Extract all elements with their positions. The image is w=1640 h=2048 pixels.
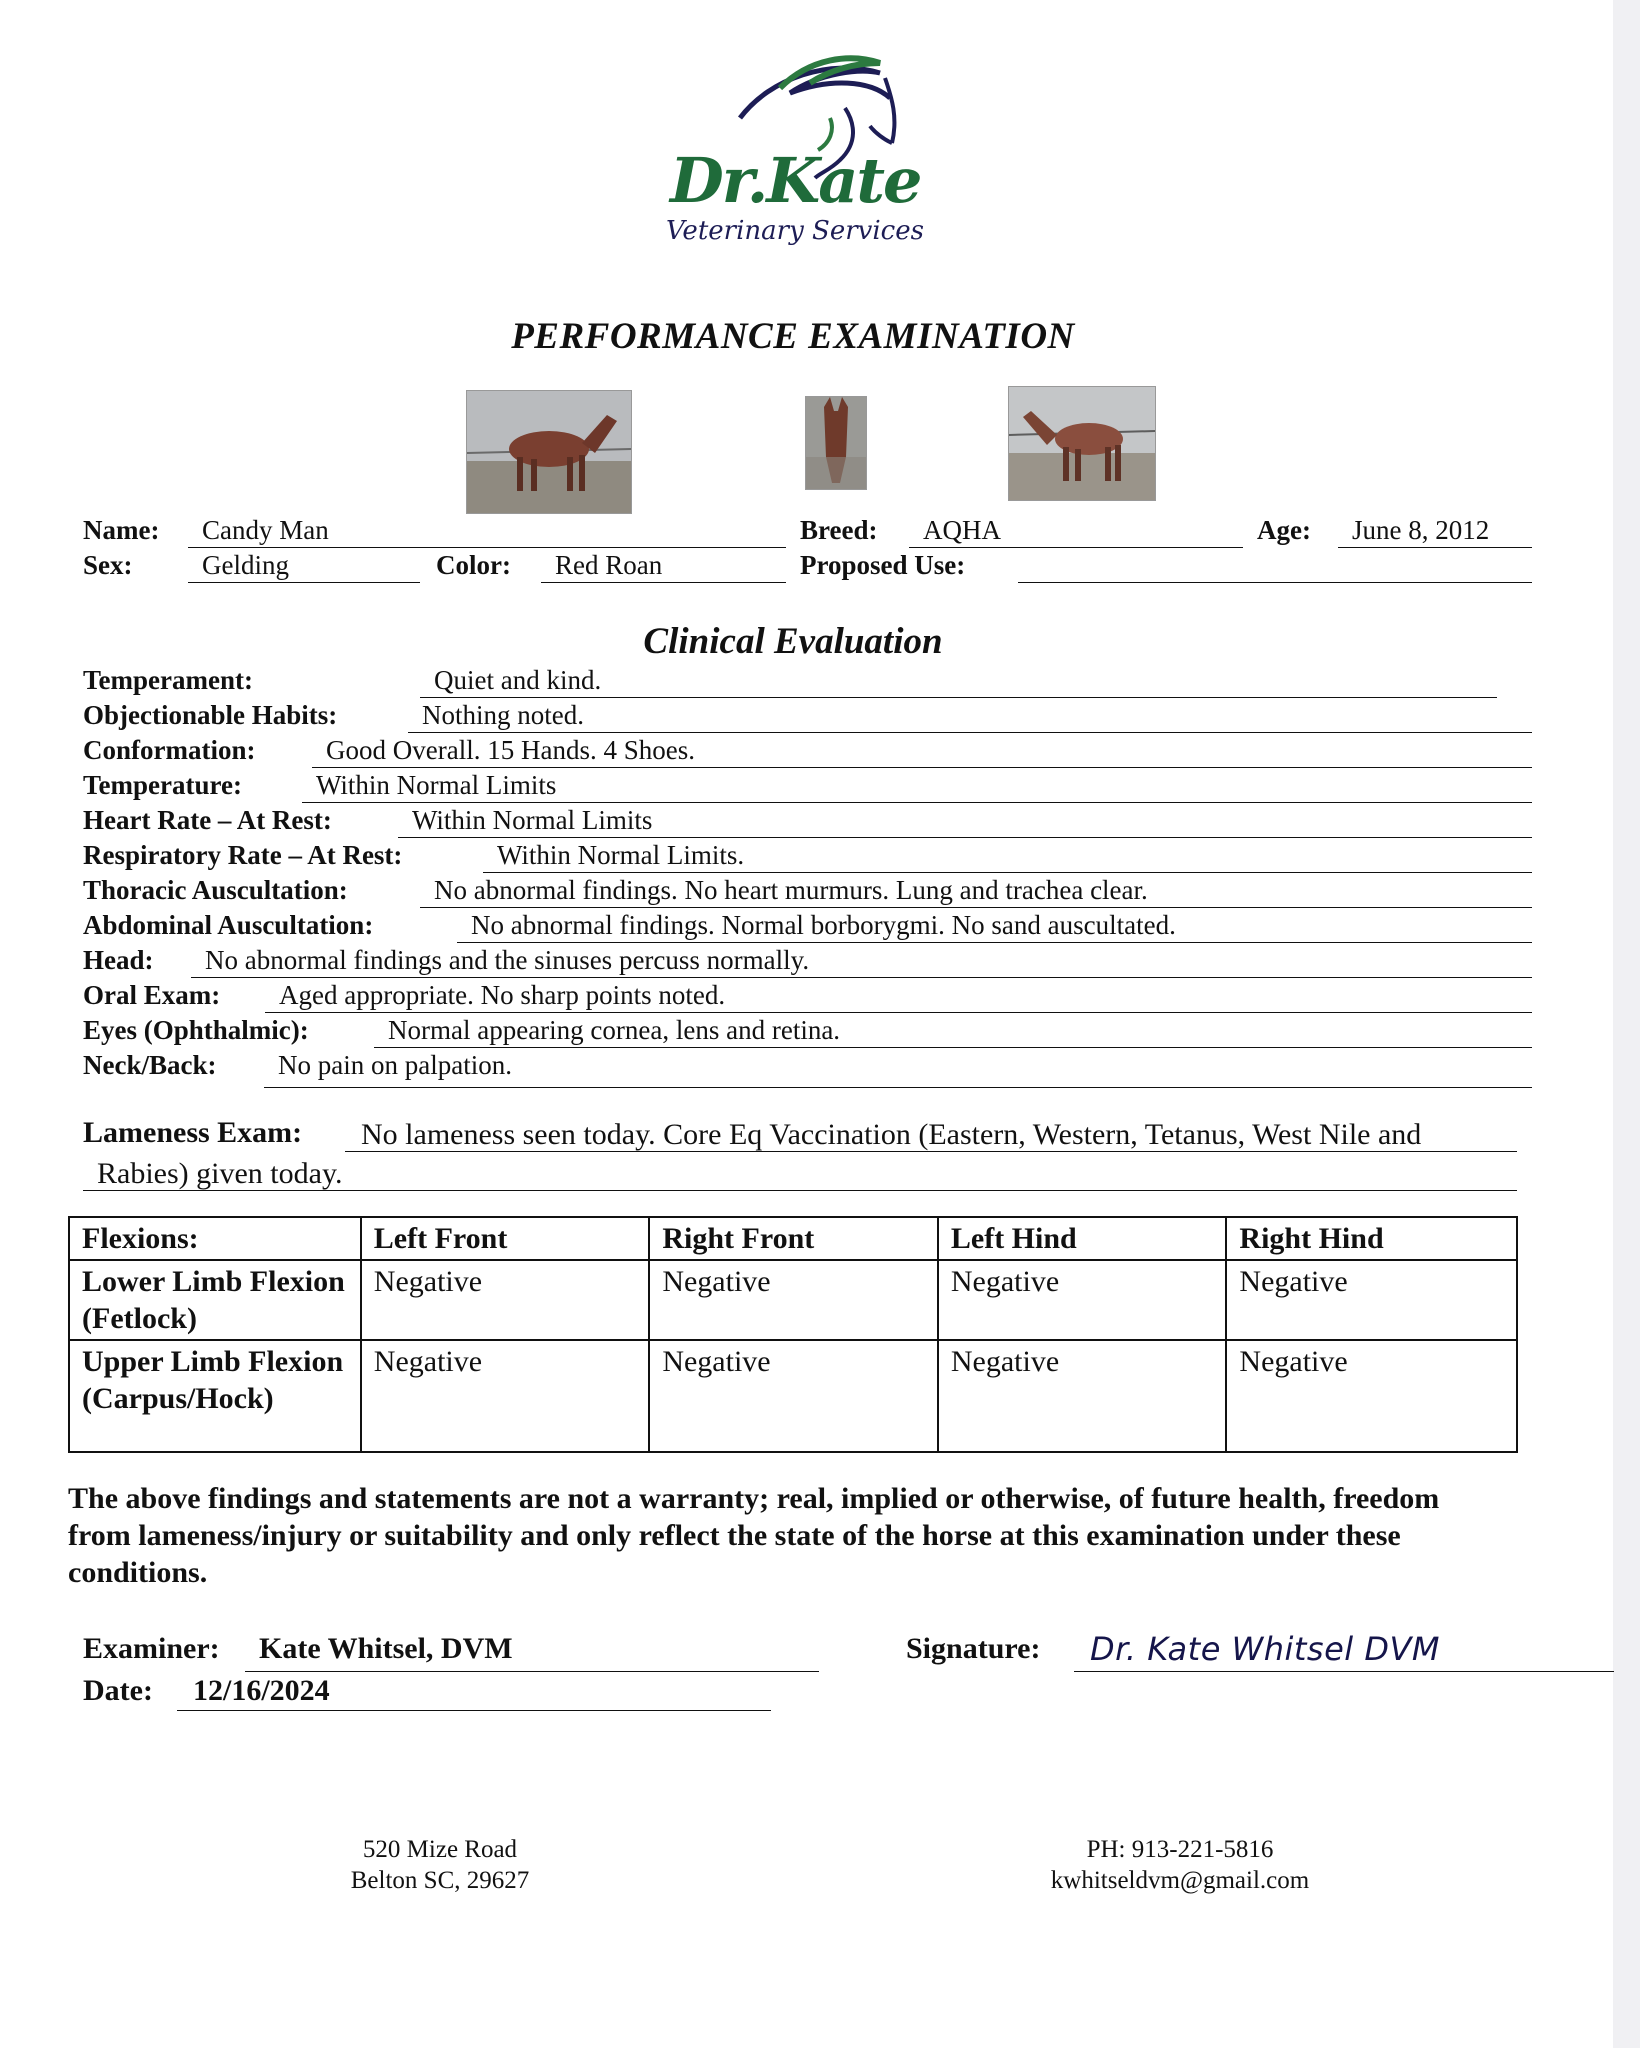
name-label: Name:: [83, 515, 160, 545]
respiratory-rate-value: Within Normal Limits.: [497, 840, 745, 870]
abdominal-underline: [457, 942, 1532, 943]
age-value: June 8, 2012: [1352, 515, 1490, 545]
eyes-label: Eyes (Ophthalmic):: [83, 1015, 309, 1045]
address-line-2: Belton SC, 29627: [350, 1867, 530, 1894]
horse-photo-left: [466, 390, 632, 514]
temperament-label: Temperament:: [83, 665, 253, 695]
respiratory-rate-label: Respiratory Rate – At Rest:: [83, 840, 403, 870]
oral-exam-label: Oral Exam:: [83, 980, 221, 1010]
heart-rate-value: Within Normal Limits: [412, 805, 653, 835]
abdominal-label: Abdominal Auscultation:: [83, 910, 374, 940]
name-value: Candy Man: [202, 515, 329, 545]
flexions-header-row: [69, 1217, 1517, 1260]
table-cell: Negative: [938, 1340, 1227, 1452]
heart-rate-underline: [398, 837, 1532, 838]
email-address: kwhitseldvm@gmail.com: [1050, 1867, 1310, 1894]
logo-subtitle: Veterinary Services: [666, 216, 924, 246]
thoracic-label: Thoracic Auscultation:: [83, 875, 348, 905]
temperament-value: Quiet and kind.: [434, 665, 602, 695]
name-underline: [188, 547, 786, 548]
examiner-label: Examiner:: [83, 1632, 220, 1665]
breed-value: AQHA: [923, 515, 1001, 545]
neck-back-underline: [264, 1087, 1532, 1088]
horse-photo-head: [805, 396, 867, 490]
proposed-use-underline: [1018, 582, 1532, 583]
proposed-use-label: Proposed Use:: [800, 550, 966, 580]
examiner-name: Kate Whitsel, DVM: [259, 1632, 513, 1665]
heart-rate-label: Heart Rate – At Rest:: [83, 805, 332, 835]
table-row: [69, 1340, 1517, 1452]
sex-underline: [188, 582, 420, 583]
upper-limb-flexion-label: Upper Limb Flexion (Carpus/Hock): [69, 1340, 361, 1452]
color-underline: [541, 582, 786, 583]
lower-limb-flexion-label: Lower Limb Flexion (Fetlock): [69, 1260, 361, 1340]
signature-underline: [1074, 1671, 1614, 1672]
temperature-underline: [302, 802, 1532, 803]
habits-label: Objectionable Habits:: [83, 700, 338, 730]
conformation-label: Conformation:: [83, 735, 256, 765]
sex-value: Gelding: [202, 550, 289, 580]
signature: Dr. Kate Whitsel DVM: [1090, 1630, 1440, 1668]
head-underline: [191, 977, 1532, 978]
breed-underline: [909, 547, 1243, 548]
conformation-value: Good Overall. 15 Hands. 4 Shoes.: [326, 735, 695, 765]
thoracic-underline: [420, 907, 1532, 908]
logo-name: Dr.Kate: [670, 144, 921, 217]
neck-back-value: No pain on palpation.: [278, 1050, 512, 1080]
examiner-underline: [245, 1671, 819, 1672]
table-cell: Negative: [649, 1340, 938, 1452]
temperament-underline: [420, 697, 1497, 698]
clinic-logo: [630, 48, 950, 258]
footer-contact: [1010, 1834, 1350, 1896]
thoracic-value: No abnormal findings. No heart murmurs. Lung and trachea clear.: [434, 875, 1148, 905]
flexions-table: [68, 1216, 1518, 1453]
age-underline: [1338, 547, 1532, 548]
table-cell: Negative: [1226, 1340, 1517, 1452]
conformation-underline: [312, 767, 1532, 768]
flexions-header: Flexions:: [69, 1217, 361, 1260]
habits-underline: [408, 732, 1532, 733]
page-edge: [1613, 0, 1640, 2048]
breed-label: Breed:: [800, 515, 878, 545]
color-value: Red Roan: [555, 550, 663, 580]
phone-number: PH: 913-221-5816: [1086, 1836, 1274, 1863]
lameness-label: Lameness Exam:: [83, 1116, 303, 1149]
head-label: Head:: [83, 945, 154, 975]
head-value: No abnormal findings and the sinuses percuss normally.: [205, 945, 810, 975]
address-line-1: 520 Mize Road: [362, 1836, 518, 1863]
color-label: Color:: [436, 550, 511, 580]
sex-label: Sex:: [83, 550, 133, 580]
table-row: [69, 1260, 1517, 1340]
lameness-underline-1: [345, 1151, 1517, 1152]
oral-exam-value: Aged appropriate. No sharp points noted.: [279, 980, 726, 1010]
abdominal-value: No abnormal findings. Normal borborygmi. No sand auscultated.: [471, 910, 1176, 940]
signature-label: Signature:: [906, 1632, 1041, 1665]
right-hind-header: Right Hind: [1226, 1217, 1517, 1260]
age-label: Age:: [1257, 515, 1311, 545]
date-value: 12/16/2024: [193, 1674, 330, 1707]
temperature-label: Temperature:: [83, 770, 242, 800]
table-cell: Negative: [361, 1340, 650, 1452]
disclaimer-text: The above findings and statements are not a warranty; real, implied or otherwise, of future health, freedom from lameness/injury or suitability and only reflect the state of the horse at this examination under these conditions.: [68, 1482, 1440, 1589]
oral-exam-underline: [265, 1012, 1532, 1013]
neck-back-label: Neck/Back:: [83, 1050, 217, 1080]
date-underline: [177, 1710, 771, 1711]
left-hind-header: Left Hind: [938, 1217, 1227, 1260]
respiratory-rate-underline: [483, 872, 1532, 873]
page-title: PERFORMANCE EXAMINATION: [511, 316, 1075, 357]
horse-photo-right: [1008, 386, 1156, 501]
date-label: Date:: [83, 1674, 153, 1707]
eyes-value: Normal appearing cornea, lens and retina.: [388, 1015, 841, 1045]
table-cell: Negative: [1226, 1260, 1517, 1340]
clinical-evaluation-title: Clinical Evaluation: [643, 621, 943, 662]
left-front-header: Left Front: [361, 1217, 650, 1260]
temperature-value: Within Normal Limits: [316, 770, 557, 800]
lameness-underline-2: [83, 1190, 1517, 1191]
table-cell: Negative: [938, 1260, 1227, 1340]
footer-address: [300, 1834, 580, 1896]
table-cell: Negative: [361, 1260, 650, 1340]
right-front-header: Right Front: [649, 1217, 938, 1260]
table-cell: Negative: [649, 1260, 938, 1340]
lameness-value: No lameness seen today. Core Eq Vaccination (Eastern, Western, Tetanus, West Nile and Rabies) given today.: [97, 1118, 1422, 1190]
eyes-underline: [374, 1047, 1532, 1048]
habits-value: Nothing noted.: [422, 700, 584, 730]
